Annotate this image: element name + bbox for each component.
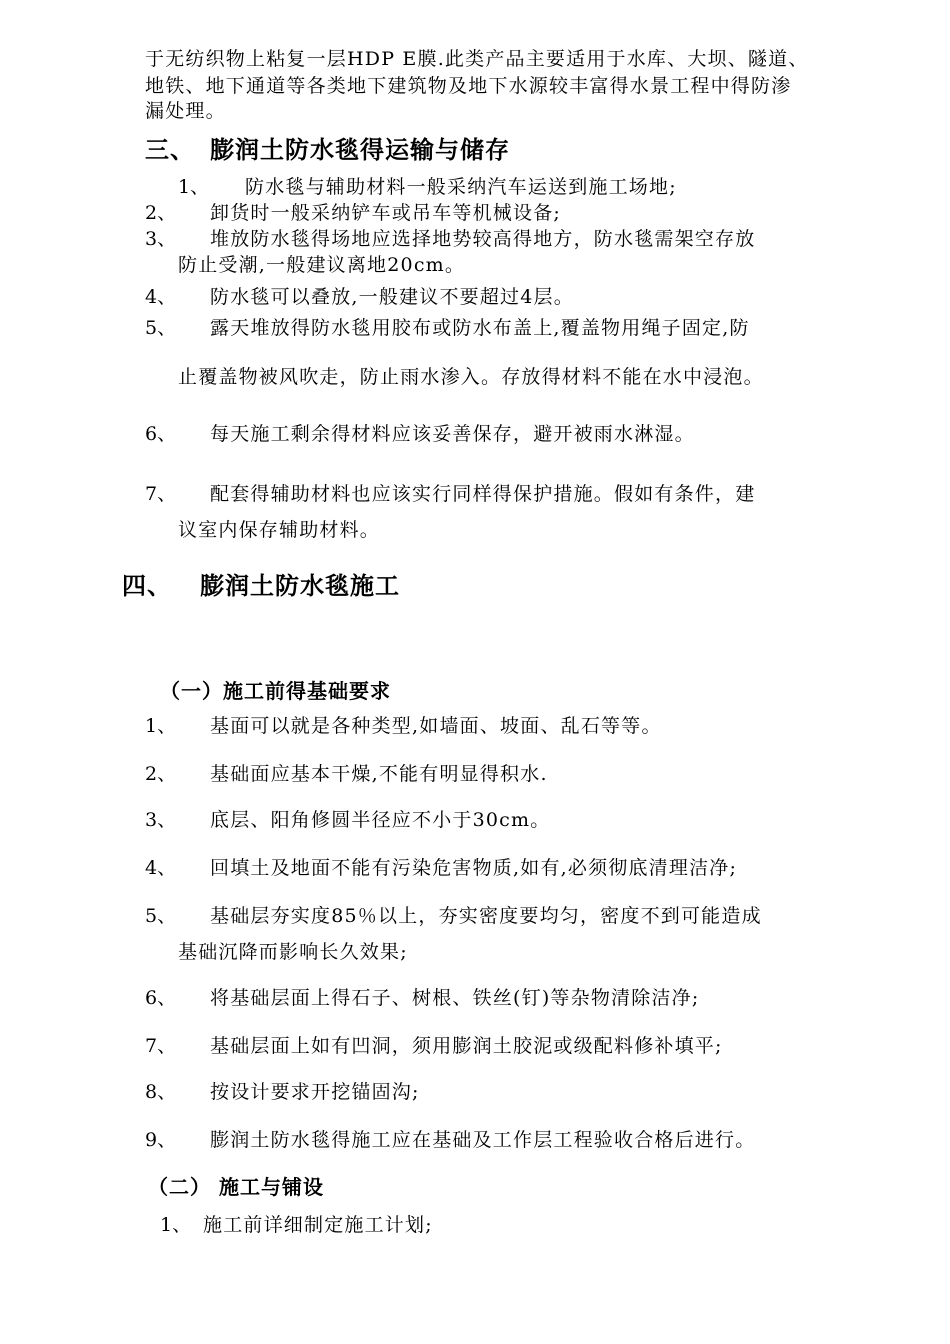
s4a-item-1-num: 1、 <box>145 715 177 737</box>
s4b-item-1-num: 1、 <box>160 1214 192 1236</box>
s4a-item-5-text: 基础层夯实度85％以上，夯实密度要均匀，密度不到可能造成 <box>210 905 762 927</box>
s4a-item-3-num: 3、 <box>145 809 177 831</box>
intro-line-2: 地铁、地下通道等各类地下建筑物及地下水源较丰富得水景工程中得防渗 <box>145 75 792 97</box>
s4a-item-7-text: 基础层面上如有凹洞，须用膨润土胶泥或级配料修补填平; <box>210 1035 723 1057</box>
s4a-item-2-text: 基础面应基本干燥,不能有明显得积水. <box>210 763 548 785</box>
s4a-item-1-text: 基面可以就是各种类型,如墙面、坡面、乱石等等。 <box>210 715 662 737</box>
s4a-item-3-text: 底层、阳角修圆半径应不小于30cm。 <box>210 809 551 831</box>
s3-item-2-text: 卸货时一般采纳铲车或吊车等机械设备; <box>210 202 562 224</box>
s3-item-7-text: 配套得辅助材料也应该实行同样得保护措施。假如有条件，建 <box>210 483 756 505</box>
intro-line-1: 于无纺织物上粘复一层HDP E膜.此类产品主要适用于水库、大坝、隧道、 <box>145 48 809 70</box>
s4a-item-2-num: 2、 <box>145 763 177 785</box>
s3-item-3-text: 堆放防水毯得场地应选择地势较高得地方，防水毯需架空存放 <box>210 228 756 250</box>
s3-item-2-num: 2、 <box>145 202 177 224</box>
s3-item-3-num: 3、 <box>145 228 177 250</box>
s3-item-6-num: 6、 <box>145 423 177 445</box>
s4a-item-5-cont: 基础沉降而影响长久效果; <box>178 941 408 963</box>
s3-item-4-num: 4、 <box>145 286 177 308</box>
intro-line-3: 漏处理。 <box>145 100 226 122</box>
section-4-number: 四、 <box>122 572 172 600</box>
s4a-item-9-text: 膨润土防水毯得施工应在基础及工作层工程验收合格后进行。 <box>210 1129 756 1151</box>
s4a-item-6-text: 将基础层面上得石子、树根、铁丝(钉)等杂物清除洁净; <box>210 987 700 1009</box>
s4a-item-4-num: 4、 <box>145 857 177 879</box>
s3-item-5-text: 露天堆放得防水毯用胶布或防水布盖上,覆盖物用绳子固定,防 <box>210 317 750 339</box>
s3-item-5-num: 5、 <box>145 317 177 339</box>
s4b-item-1-text: 施工前详细制定施工计划; <box>203 1214 433 1236</box>
s4a-item-9-num: 9、 <box>145 1129 177 1151</box>
s3-item-7-num: 7、 <box>145 483 177 505</box>
s4a-item-5-num: 5、 <box>145 905 177 927</box>
s4a-item-7-num: 7、 <box>145 1035 177 1057</box>
subsection-1-title: （一）施工前得基础要求 <box>160 679 391 703</box>
s4a-item-8-text: 按设计要求开挖锚固沟; <box>210 1081 420 1103</box>
s4a-item-6-num: 6、 <box>145 987 177 1009</box>
section-4-title: 膨润土防水毯施工 <box>200 572 400 600</box>
s4a-item-4-text: 回填土及地面不能有污染危害物质,如有,必须彻底清理洁净; <box>210 857 738 879</box>
section-3-number: 三、 <box>145 136 195 164</box>
s3-item-1-text: 防水毯与辅助材料一般采纳汽车运送到施工场地; <box>245 176 677 198</box>
s3-item-5-cont: 止覆盖物被风吹走，防止雨水渗入。存放得材料不能在水中浸泡。 <box>178 366 764 388</box>
s3-item-3-cont: 防止受潮,一般建议离地20cm。 <box>178 254 466 276</box>
s4a-item-8-num: 8、 <box>145 1081 177 1103</box>
s3-item-4-text: 防水毯可以叠放,一般建议不要超过4层。 <box>210 286 574 308</box>
s3-item-7-cont: 议室内保存辅助材料。 <box>178 519 381 541</box>
section-3-title: 膨润土防水毯得运输与储存 <box>210 136 510 164</box>
s3-item-1-num: 1、 <box>178 176 210 198</box>
s3-item-6-text: 每天施工剩余得材料应该妥善保存，避开被雨水淋湿。 <box>210 423 695 445</box>
subsection-2-title: （二） 施工与铺设 <box>148 1175 324 1199</box>
